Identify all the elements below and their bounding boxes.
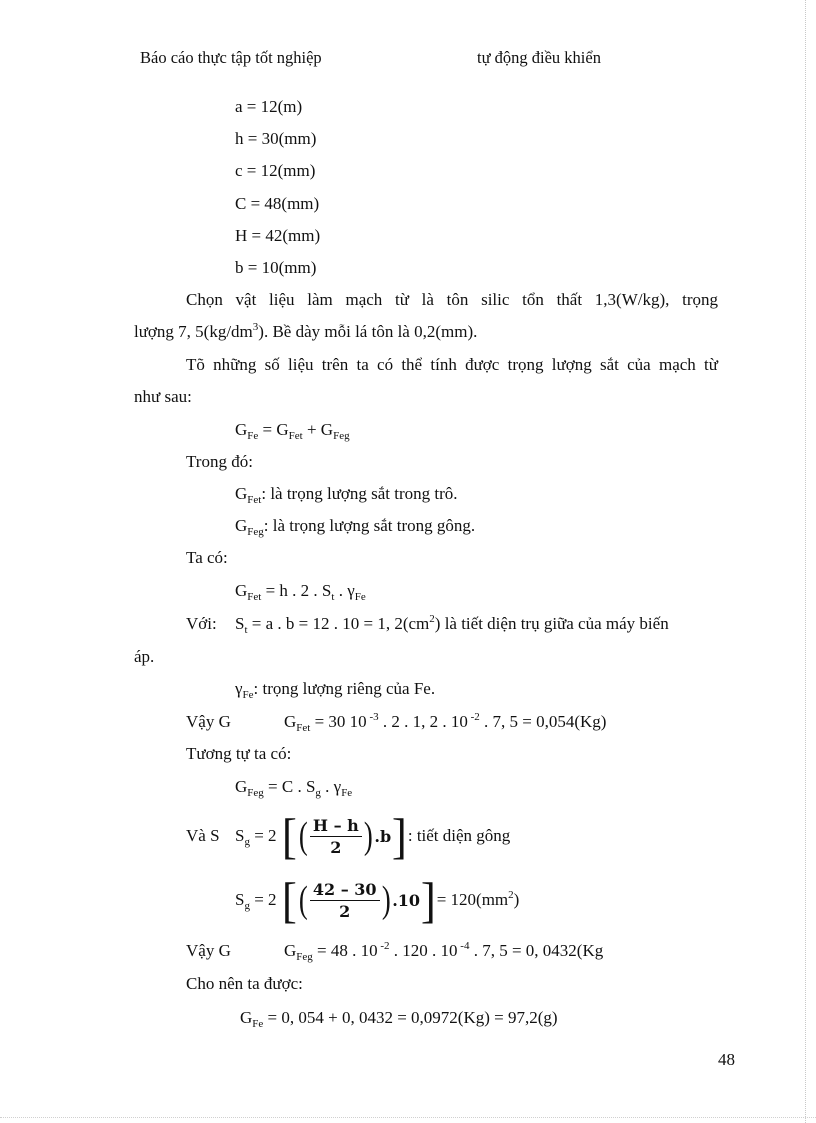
fraction-h-minus-h: $\frac{H - h}{2}$ xyxy=(310,816,362,857)
para2-line1: Tõ những số liệu trên ta có thể tính được trọng lượng sắt của mạch từ xyxy=(186,355,718,374)
param-H: H = 42(mm) xyxy=(235,226,321,245)
para2-line2: như sau: xyxy=(134,387,192,406)
param-b: b = 10(mm) xyxy=(235,258,317,277)
right-paren: ) xyxy=(363,815,373,857)
param-C: C = 48(mm) xyxy=(235,194,320,213)
param-a: a = 12(m) xyxy=(235,97,303,116)
vay1-equation: $G_{Fet} = 30$ 10 $^{-3}$ . 2 . 1, 2 . 10 $^{-2}$ . 7, 5 = 0,054(Kg) xyxy=(284,711,607,734)
sg-calculation: $S_g = 2$ [ ( $\frac{42 - 30}{2}$ ) .10 ] = $120(mm^2)$ xyxy=(235,872,520,928)
page-right-border xyxy=(805,0,806,1123)
def-gfeg: $G_{Feg}$: là trọng lượng sắt trong gông. xyxy=(235,516,476,538)
tuong-tu: Tương tự ta có: xyxy=(186,744,292,763)
final-result: $G_{Fe} = 0$, 054 + 0, 0432 = 0,0972(Kg) = 97,2(g) xyxy=(240,1008,558,1030)
left-paren: ( xyxy=(299,879,308,921)
left-bracket: [ xyxy=(281,808,297,864)
fraction-42-minus-30: $\frac{42 - 30}{2}$ xyxy=(310,880,380,921)
left-paren: ( xyxy=(299,815,308,857)
vay2-label: Vậy G xyxy=(186,941,231,960)
para1-line2: lượng 7, $5(kg/dm^3)$. Bề dày mỗi lá tôn là 0,2(mm). xyxy=(134,321,478,341)
equation-gfeg: $G_{Feg} = C$ . $S_g$ . $\gamma_{Fe}$ xyxy=(235,777,353,799)
vay2-equation: $G_{Feg} = 48$ . 10 $^{-2}$ . 120 . 10 $^{-4}$ . 7, 5 = 0, 0432(Kg xyxy=(284,940,604,963)
ta-co: Ta có: xyxy=(186,548,228,567)
voi-label: Với: xyxy=(186,614,217,633)
sg-formula: $S_g = 2$ [ ( $\frac{H - h}{2}$ ) .b ] : tiết diện gông xyxy=(235,808,511,864)
header-left: Báo cáo thực tập tốt nghiệp xyxy=(140,48,322,67)
vay1-label: Vậy G xyxy=(186,712,231,731)
cho-nen: Cho nên ta được: xyxy=(186,974,303,993)
param-h: h = 30(mm) xyxy=(235,129,317,148)
gamma-definition: $\gamma_{Fe}$: trọng lượng riêng của Fe. xyxy=(235,679,436,701)
right-paren: ) xyxy=(381,879,391,921)
para1-line1: Chọn vật liệu làm mạch từ là tôn silic tổn thất 1,3(W/kg), trọng xyxy=(186,290,718,309)
page-number: 48 xyxy=(718,1050,735,1069)
equation-gfe: $G_{Fe} = G_{Fet} + G_{Feg}$ xyxy=(235,420,350,442)
param-c: c = 12(mm) xyxy=(235,161,316,180)
equation-gfet: $G_{Fet} = h$ . 2 . $S_t$ . $\gamma_{Fe}$ xyxy=(235,581,366,603)
trong-do: Trong đó: xyxy=(186,452,253,471)
voi-equation: $S_t = a$ . b = 12 . 10 = 1, $2(cm^2)$ là tiết diện trụ giữa của máy biến xyxy=(235,613,669,636)
left-bracket: [ xyxy=(281,872,297,928)
right-bracket: ] xyxy=(420,872,436,928)
va-s-label: Và S xyxy=(186,826,220,845)
voi-line2: áp. xyxy=(134,647,155,666)
right-bracket: ] xyxy=(392,808,408,864)
page-bottom-border xyxy=(0,1117,816,1118)
def-gfet: $G_{Fet}$: là trọng lượng sắt trong trô. xyxy=(235,484,458,506)
header-right: tự động điều khiển xyxy=(477,48,601,67)
